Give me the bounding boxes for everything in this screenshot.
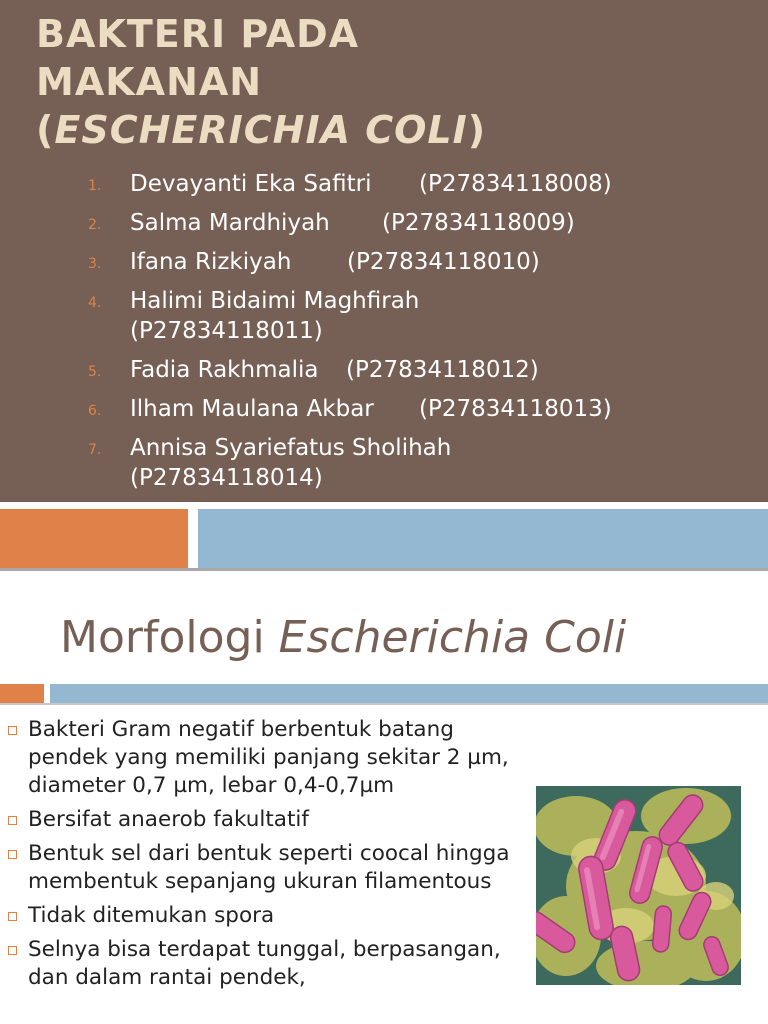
- title-line-2: MAKANAN: [36, 60, 263, 104]
- title-plain: Morfologi: [60, 612, 279, 663]
- list-item-text: Bakteri Gram negatif berbentuk batang pendek yang memiliki panjang sekitar 2 µm, diameter 0,7 µm, lebar 0,4-0,7µm: [28, 717, 509, 798]
- morphology-list: [0, 716, 520, 998]
- list-number: 6.: [88, 403, 102, 419]
- member-name: Ifana Rizkiyah: [130, 249, 292, 275]
- member-id: (P27834118008): [419, 171, 612, 197]
- list-number: 7.: [88, 442, 102, 458]
- list-number: 1.: [88, 178, 102, 194]
- ecoli-micrograph-image: [536, 786, 741, 985]
- square-bullet-icon: [8, 946, 17, 955]
- list-item: [0, 902, 520, 930]
- square-bullet-icon: [8, 726, 17, 735]
- member-name: Ilham Maulana Akbar: [130, 396, 374, 422]
- accent-bar-orange: [0, 509, 188, 568]
- member-item: [0, 394, 768, 424]
- square-bullet-icon: [8, 912, 17, 921]
- slide-2-title: [60, 610, 626, 666]
- member-item: [0, 355, 768, 385]
- list-number: 5.: [88, 364, 102, 380]
- list-item: [0, 806, 520, 834]
- list-item-text: Bentuk sel dari bentuk seperti coocal hingga membentuk sepanjang ukuran filamentous: [28, 841, 510, 894]
- list-item: [0, 716, 520, 800]
- list-number: 3.: [88, 256, 102, 272]
- list-number: 4.: [88, 295, 102, 311]
- member-item: [0, 433, 768, 493]
- square-bullet-icon: [8, 816, 17, 825]
- list-item-text: Tidak ditemukan spora: [28, 903, 275, 928]
- accent-bar-blue: [198, 509, 768, 568]
- title-paren-open: (: [36, 108, 55, 152]
- member-name: Devayanti Eka Safitri: [130, 171, 372, 197]
- title-paren-close: ): [467, 108, 487, 152]
- member-item: [0, 169, 768, 199]
- title-italic: ESCHERICHIA COLI: [54, 108, 468, 152]
- member-name: Fadia Rakhmalia: [130, 357, 319, 383]
- list-item: [0, 936, 520, 992]
- member-id: (P27834118011): [130, 318, 323, 344]
- list-item-text: Bersifat anaerob fakultatif: [28, 807, 309, 832]
- member-id: (P27834118010): [347, 249, 540, 275]
- list-number: 2.: [88, 217, 102, 233]
- title-line-1: BAKTERI PADA: [36, 12, 360, 56]
- member-item: [0, 247, 768, 277]
- member-list: [0, 169, 768, 502]
- slide-title: [36, 10, 736, 154]
- member-id: (P27834118013): [419, 396, 612, 422]
- member-name: Halimi Bidaimi Maghfirah: [130, 288, 420, 314]
- divider-line: [0, 568, 768, 571]
- square-bullet-icon: [8, 850, 17, 859]
- title-italic: Escherichia Coli: [278, 612, 627, 663]
- member-item: [0, 208, 768, 238]
- member-item: [0, 286, 768, 346]
- member-name: Salma Mardhiyah: [130, 210, 330, 236]
- accent-bar-blue-long: [50, 684, 768, 703]
- member-name: Annisa Syariefatus Sholihah: [130, 435, 452, 461]
- list-item: [0, 840, 520, 896]
- title-slide: [0, 0, 768, 502]
- accent-bar-orange-small: [0, 684, 44, 703]
- member-id: (P27834118014): [130, 465, 323, 491]
- member-id: (P27834118012): [346, 357, 539, 383]
- list-item-text: Selnya bisa terdapat tunggal, berpasangan, dan dalam rantai pendek,: [28, 937, 501, 990]
- divider-line: [0, 703, 768, 705]
- member-id: (P27834118009): [382, 210, 575, 236]
